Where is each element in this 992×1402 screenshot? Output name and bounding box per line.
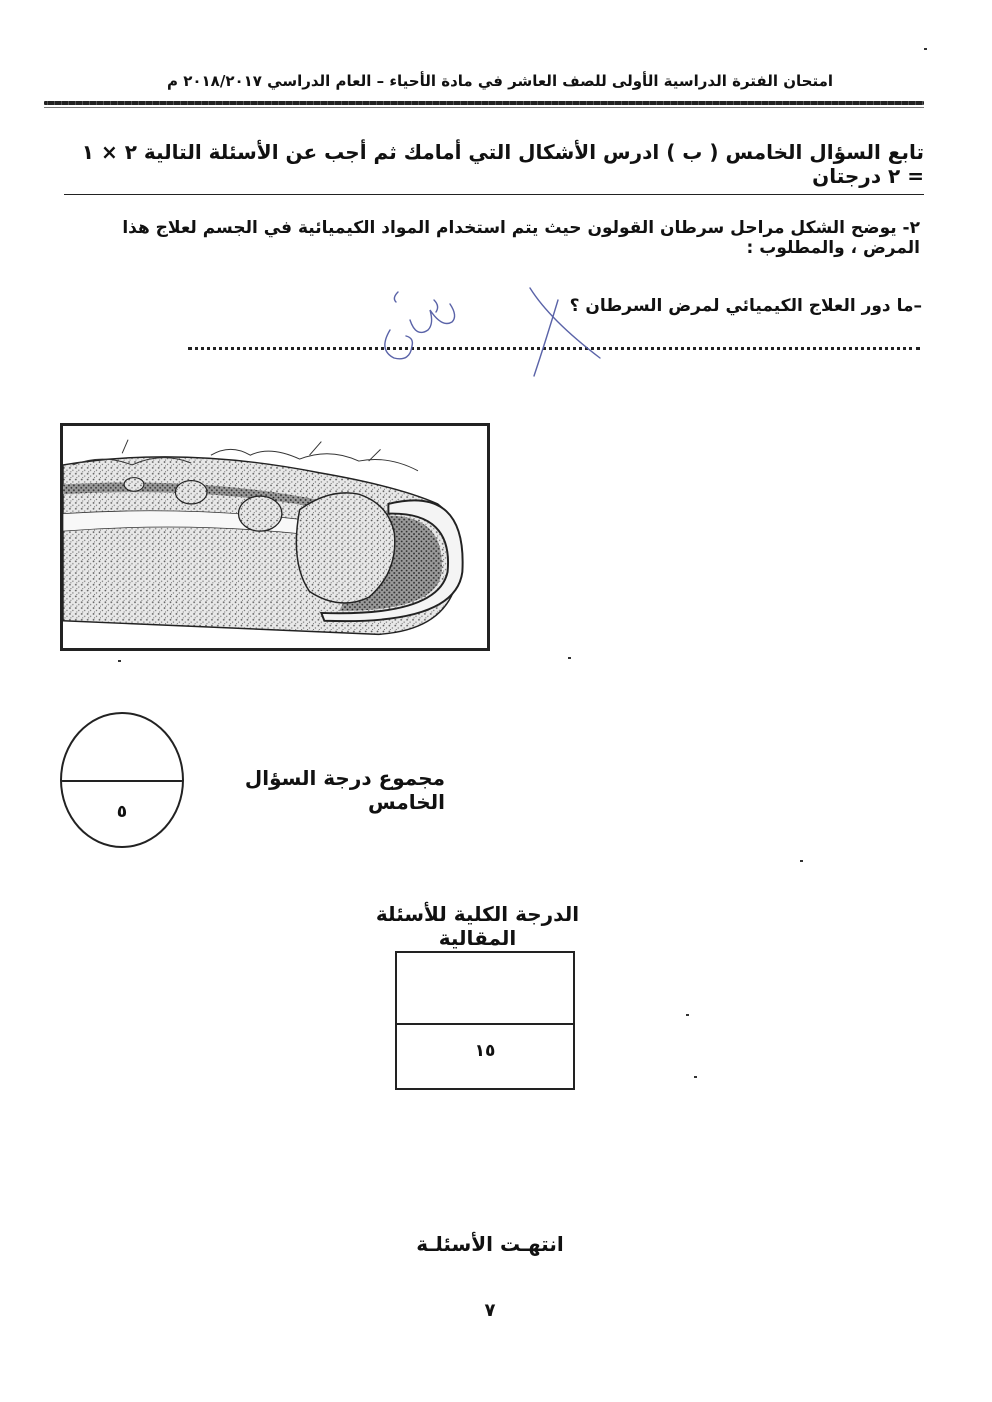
page-number: ٧	[484, 1300, 496, 1321]
total-score-box	[395, 951, 575, 1090]
large-tumor	[296, 493, 394, 603]
header-divider-thin	[44, 107, 924, 108]
polyp-tiny	[124, 478, 144, 492]
colon-cancer-figure	[60, 423, 490, 651]
scan-speck	[118, 660, 121, 662]
scan-speck	[924, 48, 927, 50]
total-score-label: الدرجة الكلية للأسئلة المقالية	[375, 902, 580, 950]
scan-speck	[568, 657, 571, 659]
section-title: تابع السؤال الخامس ( ب ) ادرس الأشكال التي أمامك ثم أجب عن الأسئلة التالية ٢ × ١ = ٢ درجتان	[64, 140, 924, 195]
section-score-value: ٥	[116, 802, 128, 822]
tumor-small	[175, 481, 207, 504]
section-score-circle	[60, 712, 184, 848]
total-box-divider	[397, 1023, 573, 1025]
question-text: ٢- يوضح الشكل مراحل سرطان القولون حيث يتم استخدام المواد الكيميائية في الجسم لعلاج هذا المرض ، والمطلوب :	[122, 218, 920, 258]
tumor-medium	[239, 496, 282, 531]
sub-question: –ما دور العلاج الكيميائي لمرض السرطان ؟	[569, 296, 922, 316]
handwriting-svg	[370, 280, 610, 380]
teacher-handwritten-mark	[370, 280, 610, 380]
exam-header-title: امتحان الفترة الدراسية الأولى للصف العاشر في مادة الأحياء – العام الدراسي ٢٠١٨/٢٠١٧ م	[167, 72, 833, 90]
section-score-label: مجموع درجة السؤال الخامس	[244, 766, 445, 814]
end-of-questions: انتهـت الأسئلـة	[416, 1232, 564, 1256]
score-circle-divider	[62, 780, 182, 782]
header-divider	[44, 101, 924, 105]
scan-speck	[694, 1076, 697, 1078]
total-score-value: ١٥	[474, 1041, 496, 1061]
colon-illustration	[63, 426, 487, 648]
scan-speck	[686, 1014, 689, 1016]
scan-speck	[800, 860, 803, 862]
